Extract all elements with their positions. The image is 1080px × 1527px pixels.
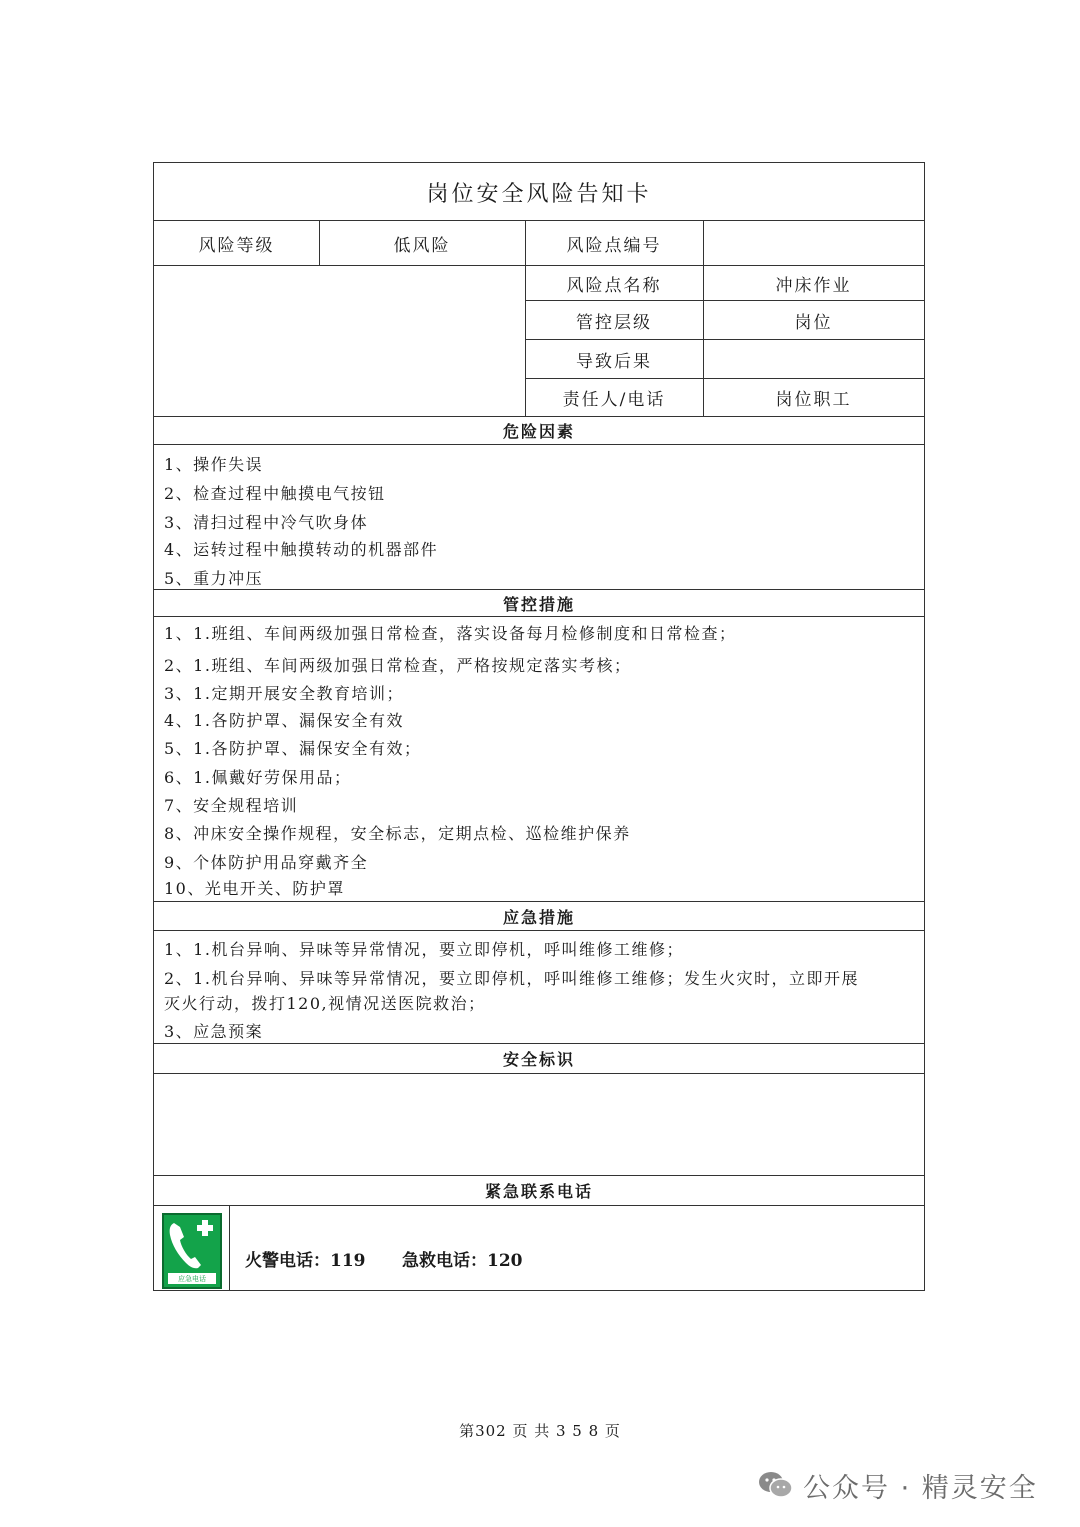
risk-notice-card	[153, 162, 925, 1291]
risk-point-no-value	[703, 221, 924, 265]
emergency-title: 应急措施	[502, 907, 575, 927]
list-item: 4、1.各防护罩、漏保安全有效	[164, 711, 404, 730]
hazards-list	[154, 445, 924, 590]
wechat-icon	[757, 1470, 793, 1500]
contacts-body	[154, 1206, 924, 1290]
emergency-list	[154, 931, 924, 1044]
list-item: 9、个体防护用品穿戴齐全	[164, 853, 369, 872]
info-value-risk-point-name: 冲床作业	[775, 275, 852, 296]
safety-signs-title: 安全标识	[502, 1050, 575, 1069]
page-number: 第302 页 共 3 5 8 页	[459, 1422, 621, 1440]
list-item: 3、应急预案	[164, 1022, 264, 1041]
list-item: 5、1.各防护罩、漏保安全有效；	[164, 739, 422, 758]
list-item: 3、1.定期开展安全教育培训；	[164, 684, 404, 703]
hazards-title: 危险因素	[502, 422, 575, 441]
title-row	[154, 163, 924, 221]
info-label-risk-point-name: 风险点名称	[566, 275, 662, 296]
list-item: 4、运转过程中触摸转动的机器部件	[164, 540, 439, 559]
risk-point-no-label: 风险点编号	[566, 235, 662, 256]
watermark	[757, 1465, 1057, 1505]
info-label-consequence: 导致后果	[576, 351, 652, 372]
info-block	[154, 266, 924, 417]
info-value-consequence	[703, 340, 924, 378]
list-item: 7、安全规程培训	[164, 796, 299, 815]
controls-title-row	[154, 590, 924, 617]
list-item: 1、1.机台异响、异味等异常情况，要立即停机，呼叫维修工维修；	[164, 940, 684, 959]
list-item: 6、1.佩戴好劳保用品；	[164, 768, 352, 787]
sign-text: 应急电话	[178, 1275, 206, 1283]
contacts-title-row	[154, 1176, 924, 1206]
fire-phone: 火警电话：119	[245, 1251, 366, 1271]
list-item: 灭火行动，拨打120,视情况送医院救治；	[164, 994, 486, 1013]
info-value-control-level: 岗位	[794, 312, 833, 333]
list-item: 10、光电开关、防护罩	[164, 879, 345, 898]
list-item: 1、操作失误	[164, 455, 264, 474]
ambulance-phone: 急救电话：120	[402, 1251, 523, 1271]
safety-signs-title-row	[154, 1044, 924, 1074]
list-item: 1、1.班组、车间两级加强日常检查，落实设备每月检修制度和日常检查；	[164, 624, 737, 643]
controls-title: 管控措施	[502, 594, 575, 614]
list-item: 2、1.机台异响、异味等异常情况，要立即停机，呼叫维修工维修；发生火灾时，立即开展	[164, 969, 859, 988]
card-title: 岗位安全风险告知卡	[426, 181, 652, 207]
contacts-title: 紧急联系电话	[484, 1182, 593, 1201]
info-value-responsible: 岗位职工	[775, 390, 852, 410]
safety-signs-area	[154, 1074, 924, 1176]
emergency-phone-sign-icon	[162, 1213, 222, 1289]
risk-level-label: 风险等级	[198, 235, 275, 256]
list-item: 3、清扫过程中冷气吹身体	[164, 513, 369, 532]
risk-level-row	[154, 221, 924, 266]
watermark-text: 公众号 · 精灵安全	[803, 1472, 1038, 1504]
info-label-responsible: 责任人/电话	[562, 390, 666, 410]
hazards-title-row	[154, 417, 924, 445]
controls-list	[154, 617, 924, 902]
list-item: 5、重力冲压	[164, 569, 264, 588]
list-item: 8、冲床安全操作规程，安全标志，定期点检、巡检维护保养	[164, 824, 631, 843]
emergency-title-row	[154, 902, 924, 931]
risk-level-value: 低风险	[393, 235, 451, 256]
list-item: 2、1.班组、车间两级加强日常检查，严格按规定落实考核；	[164, 656, 632, 675]
list-item: 2、检查过程中触摸电气按钮	[164, 484, 386, 503]
info-label-control-level: 管控层级	[576, 312, 652, 333]
